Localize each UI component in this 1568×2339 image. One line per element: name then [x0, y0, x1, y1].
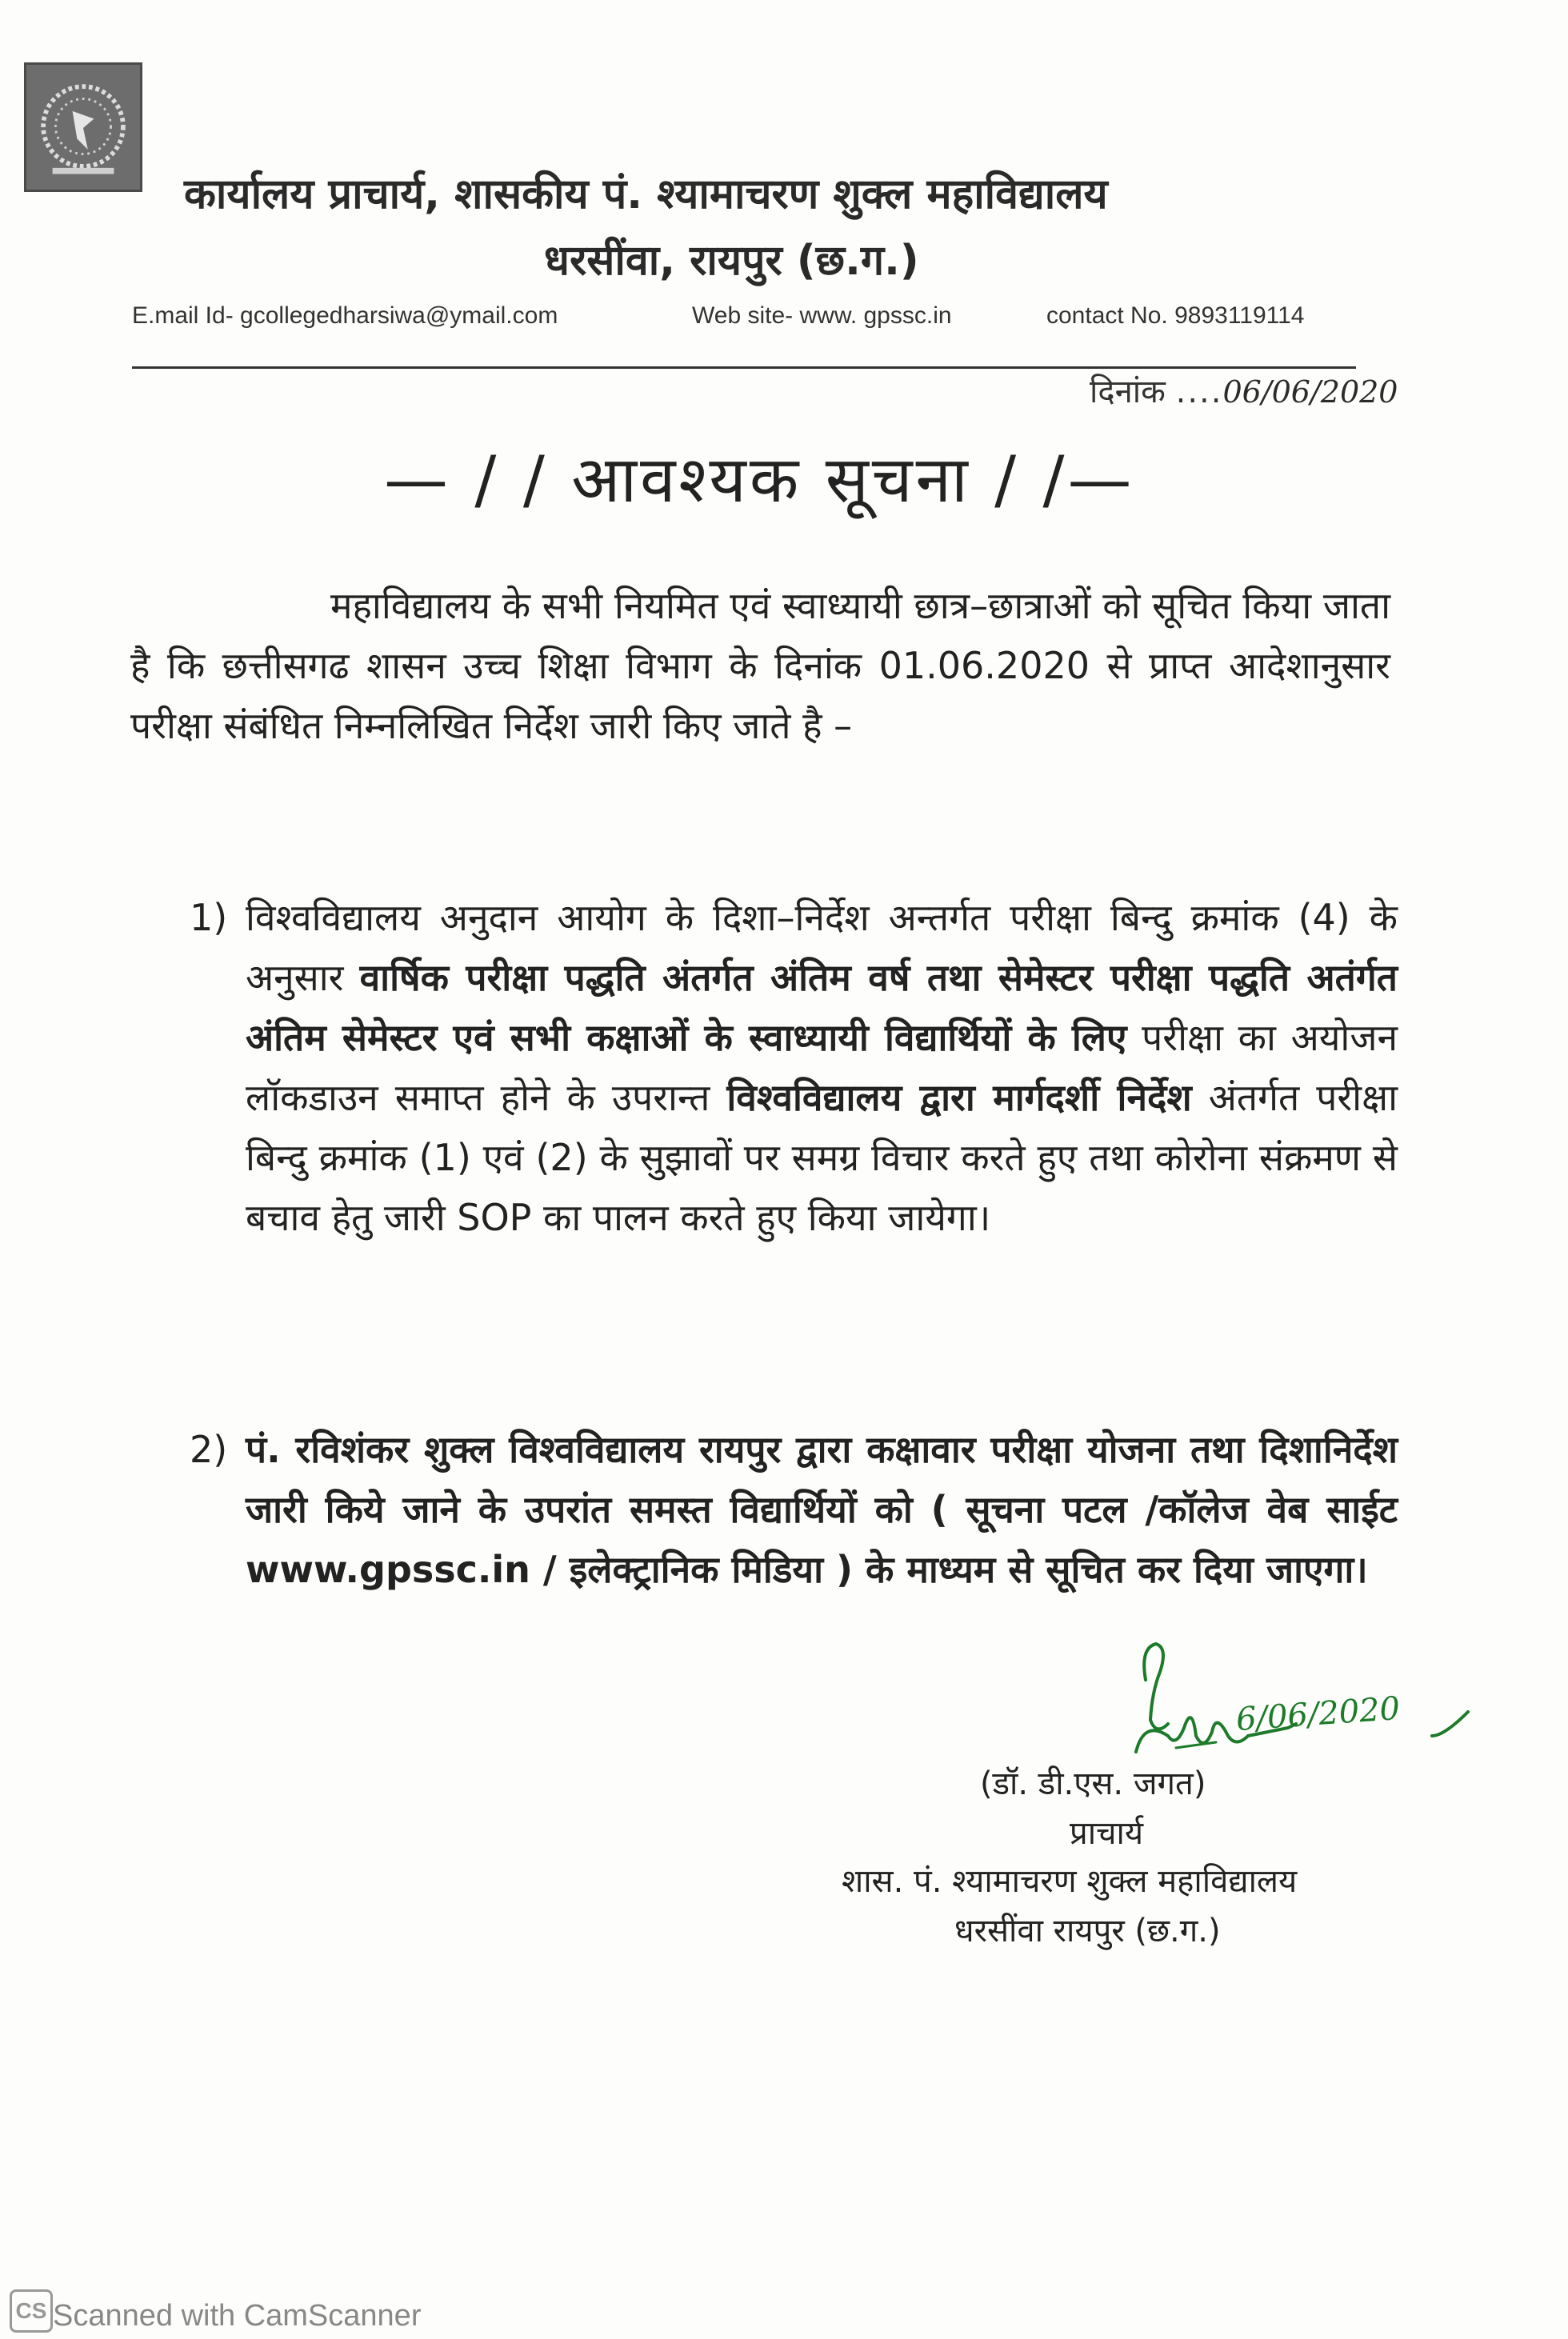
point-text: विश्वविद्यालय अनुदान आयोग के दिशा–निर्देश अन्तर्गत परीक्षा बिन्दु क्रमांक (4) के अनुसार: [246, 896, 1398, 999]
point-text: परीक्षा का अयोजन लॉकडाउन समाप्त होने के उपरान्त: [246, 1016, 1398, 1119]
college-logo: [24, 62, 142, 192]
date-label: दिनांक: [1090, 374, 1166, 410]
notice-title: — / / आवश्यक सूचना / /—: [384, 442, 1135, 517]
signatory-name: (डॉ. डी.एस. जगत): [980, 1765, 1206, 1802]
contact-number: contact No. 9893119114: [1046, 302, 1305, 329]
handwritten-signature: [1056, 1616, 1472, 1768]
signatory-designation: प्राचार्य: [1070, 1815, 1144, 1852]
point-number: 1): [190, 896, 228, 939]
point-body: [246, 888, 1398, 1248]
date-line: [1090, 368, 1398, 412]
date-value: 06/06/2020: [1222, 374, 1398, 410]
signatory-place: धरसींवा रायपुर (छ.ग.): [954, 1913, 1221, 1949]
point-number: 2): [190, 1428, 228, 1471]
signature-date: 6/06/2020: [1234, 1689, 1402, 1739]
point-text: अंतर्गत परीक्षा बिन्दु क्रमांक (1) एवं (2) के सुझावों पर समग्र विचार करते हुए तथा कोरोना संक्रमण से बचाव हेतु जारी SOP का पालन करते हुए किया जायेगा।: [246, 1076, 1398, 1239]
camscanner-watermark: Scanned with CamScanner: [53, 2299, 422, 2333]
date-dots: ....: [1175, 374, 1223, 410]
point-body: पं. रविशंकर शुक्ल विश्वविद्यालय रायपुर द्वारा कक्षावार परीक्षा योजना तथा दिशानिर्देश जारी किये जाने के उपरांत समस्त विद्यार्थियों को ( सूचना पटल /कॉलेज वेब साईट www.gpssc.in / इलेक्ट्रानिक मिडिया ) के माध्यम से सूचित कर दिया जाएगा।: [246, 1428, 1398, 1591]
intro-paragraph: [130, 576, 1390, 756]
office-title: कार्यालय प्राचार्य, शासकीय पं. श्यामाचरण शुक्ल महाविद्यालय: [184, 170, 1108, 218]
signatory-college: शास. पं. श्यामाचरण शुक्ल महाविद्यालय: [842, 1863, 1298, 1900]
email-text: E.mail Id- gcollegedharsiwa@ymail.com: [132, 302, 558, 329]
camscanner-logo-icon: CS: [10, 2289, 53, 2333]
intro-text: महाविद्यालय के सभी नियमित एवं स्वाध्यायी छात्र–छात्राओं को सूचित किया जाता है कि छत्तीसगढ शासन उच्च शिक्षा विभाग के दिनांक 01.06.2020 से प्राप्त आदेशानुसार परीक्षा संबंधित निम्नलिखित निर्देश जारी किए जाते है –: [130, 584, 1390, 747]
office-location: धरसींवा, रायपुर (छ.ग.): [544, 237, 919, 285]
point-bold-text: वार्षिक परीक्षा पद्धति अंतर्गत अंतिम वर्ष तथा सेमेस्टर परीक्षा पद्धति अतंर्गत अंतिम सेमेस्टर एवं सभी कक्षाओं के स्वाध्यायी विद्यार्थियों के लिए: [246, 956, 1398, 1059]
point-bold-text: विश्वविद्यालय द्वारा मार्गदर्शी निर्देश: [726, 1076, 1192, 1119]
website-text: Web site- www. gpssc.in: [692, 302, 952, 329]
